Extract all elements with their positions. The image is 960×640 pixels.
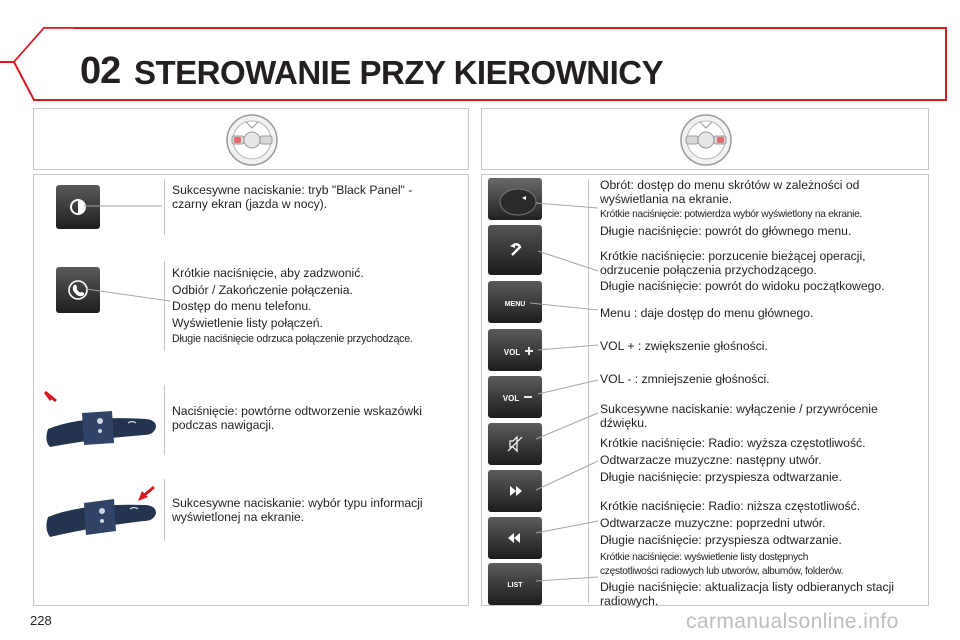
- right-wheel-box: [481, 108, 929, 170]
- menu-button-label: MENU: [504, 301, 526, 308]
- lever-upper-description: Naciśnięcie: powtórne odtworzenie wskazówki podczas nawigacji.: [172, 404, 422, 432]
- page-number: 228: [30, 613, 52, 628]
- black-panel-description: Sukcesywne naciskanie: tryb "Black Panel" - czarny ekran (jazda w nocy).: [172, 183, 413, 211]
- mute-description: Sukcesywne naciskanie: wyłączenie / przywrócenie dźwięku.: [600, 402, 878, 430]
- divider: [588, 179, 589, 603]
- left-wheel-box: [33, 108, 469, 170]
- menu-button[interactable]: [488, 281, 542, 323]
- steering-wheel-right-icon: [678, 112, 734, 168]
- volume-up-button[interactable]: [488, 329, 542, 371]
- left-controls-panel: [33, 174, 469, 606]
- right-controls-panel: [481, 174, 929, 606]
- next-track-description: Krótkie naciśnięcie: Radio: wyższa częstotliwość. Odtwarzacze muzyczne: następny utwór. Długie naciśnięcie: przyspiesza odtwarzanie.: [600, 436, 866, 484]
- menu-description: Menu : daje dostęp do menu głównego.: [600, 306, 814, 320]
- next-track-button[interactable]: [488, 470, 542, 512]
- black-panel-button[interactable]: [56, 185, 100, 229]
- back-description: Krótkie naciśnięcie: porzucenie bieżącej operacji, odrzucenie połączenia przychodzącego. Długie naciśnięcie: powrót do widoku początkowego.: [600, 249, 885, 293]
- phone-button[interactable]: [56, 267, 100, 313]
- divider: [164, 385, 165, 455]
- page-title: STEROWANIE PRZY KIEROWNICY: [134, 54, 664, 91]
- volume-up-label: VOL: [503, 348, 521, 357]
- volume-down-button[interactable]: [488, 376, 542, 418]
- steering-wheel-left-icon: [224, 112, 280, 168]
- rotary-knob-button[interactable]: [488, 178, 542, 220]
- volume-down-description: VOL - : zmniejszenie głośności.: [600, 372, 770, 386]
- list-button-label: LIST: [507, 582, 523, 589]
- list-description: Krótkie naciśnięcie: wyświetlenie listy dostępnych częstotliwości radiowych lub utworów, albumów, folderów. Długie naciśnięcie: aktualizacja listy odbieranych stacji radiowych.: [600, 552, 894, 608]
- previous-track-description: Krótkie naciśnięcie: Radio: niższa częstotliwość. Odtwarzacze muzyczne: poprzedni utwór. Długie naciśnięcie: przyspiesza odtwarzanie.: [600, 499, 861, 547]
- volume-down-label: VOL: [502, 394, 520, 403]
- watermark: carmanualsonline.info: [686, 610, 899, 633]
- lever-lower-description: Sukcesywne naciskanie: wybór typu informacji wyświetlonej na ekranie.: [172, 496, 423, 524]
- lever-upper-image: [42, 389, 160, 453]
- divider: [164, 479, 165, 541]
- volume-up-description: VOL + : zwiększenie głośności.: [600, 339, 768, 353]
- previous-track-button[interactable]: [488, 517, 542, 559]
- rotary-knob-description: Obrót: dostęp do menu skrótów w zależności od wyświetlania na ekranie. Krótkie naciśnięcie: potwierdza wybór wyświetlony na ekranie. Długie naciśnięcie: powrót do głównego menu.: [600, 178, 862, 238]
- phone-description: Krótkie naciśnięcie, aby zadzwonić. Odbiór / Zakończenie połączenia. Dostęp do menu telefonu. Wyświetlenie listy połączeń. Długie naciśnięcie odrzuca połączenie przychodzące.: [172, 266, 413, 345]
- mute-button[interactable]: [488, 423, 542, 465]
- list-button[interactable]: [488, 563, 542, 605]
- divider: [164, 179, 165, 235]
- back-button[interactable]: [488, 225, 542, 275]
- divider: [164, 261, 165, 351]
- lever-lower-image: [42, 481, 160, 545]
- chapter-number: 02: [80, 50, 121, 92]
